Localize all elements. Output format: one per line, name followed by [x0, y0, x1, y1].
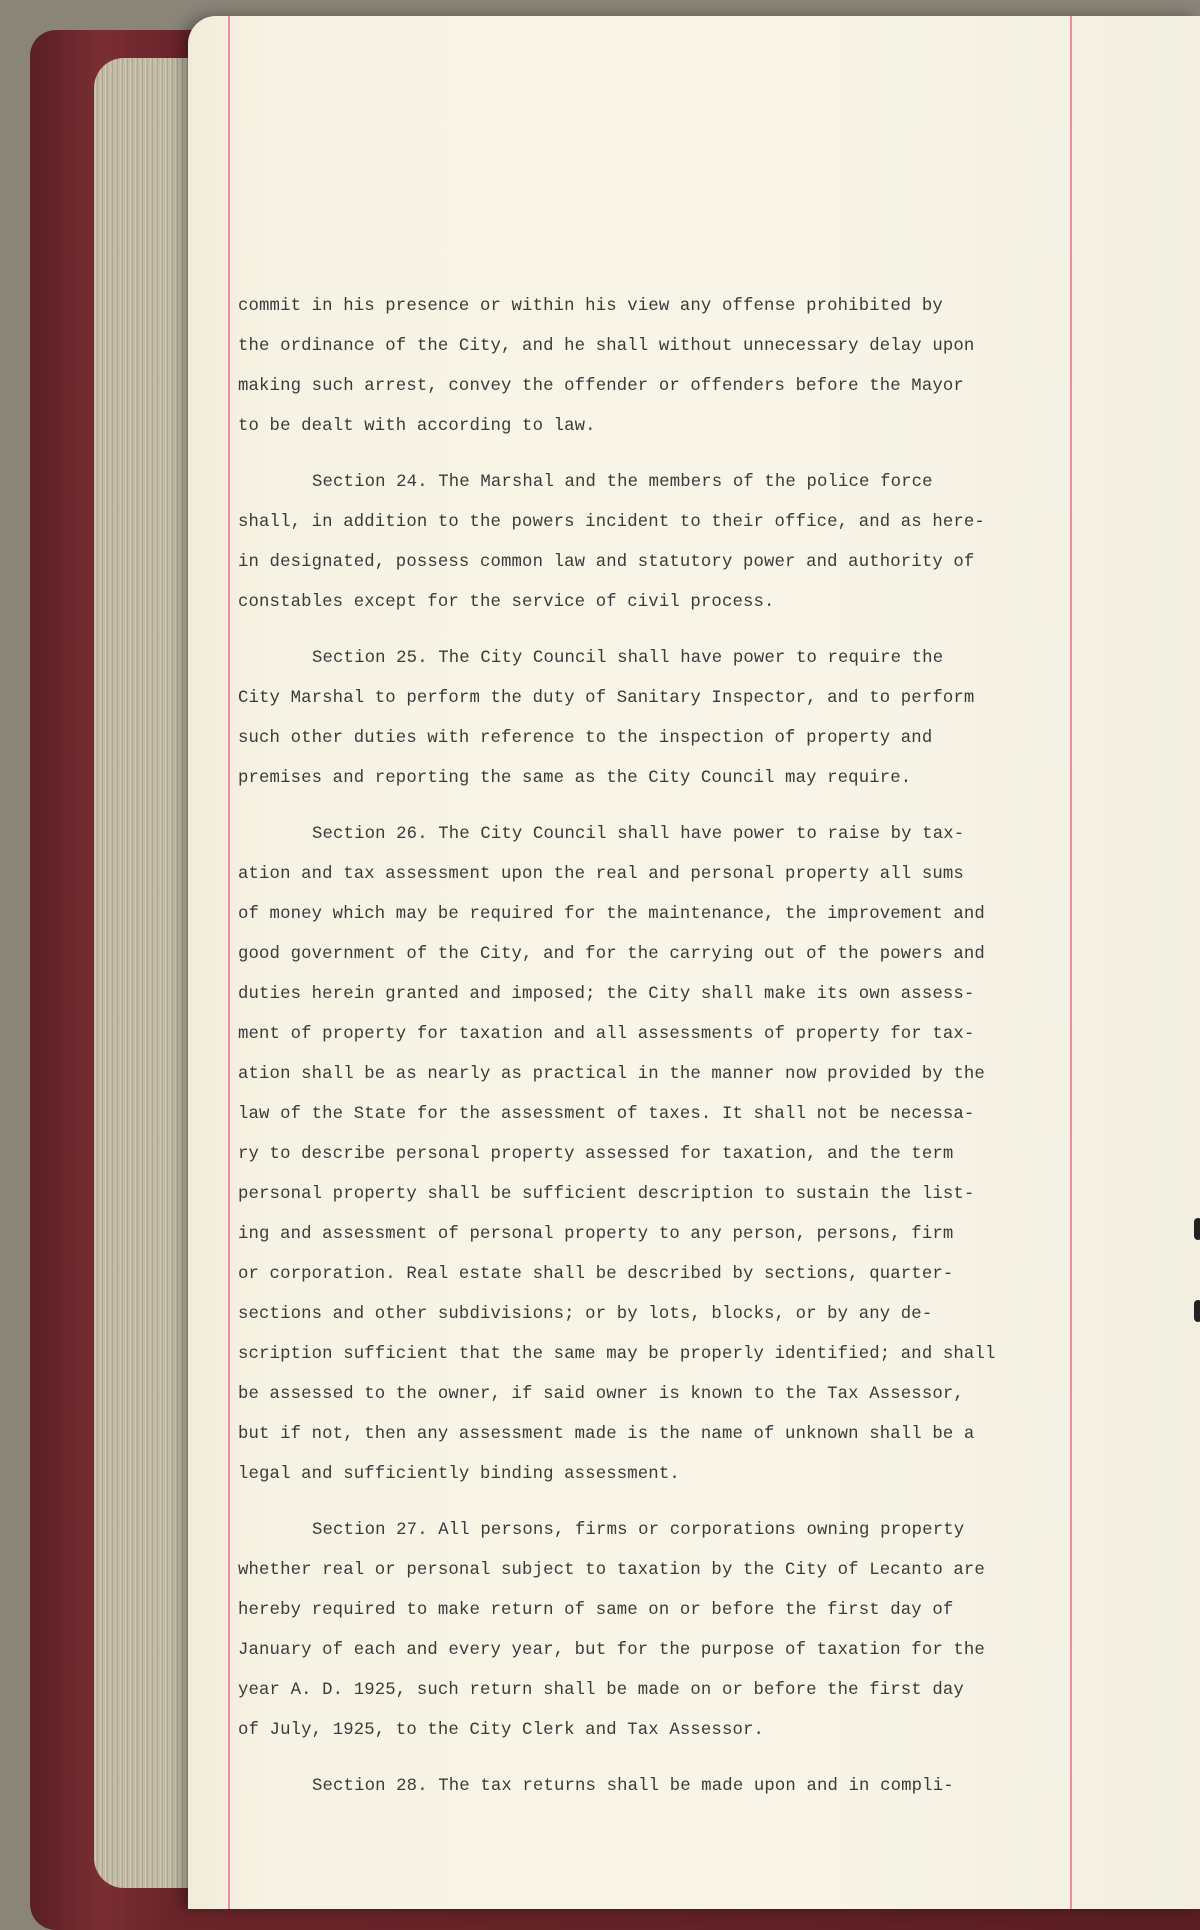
- paragraph: [238, 639, 1063, 799]
- text-line: [238, 583, 1063, 623]
- paragraph: [238, 1767, 1063, 1807]
- text-line: [238, 1335, 1063, 1375]
- line-text: commit in his presence or within his view any offense prohibited by: [238, 297, 943, 316]
- line-text: of July, 1925, to the City Clerk and Tax Assessor.: [238, 1721, 765, 1740]
- text-line: [238, 503, 1063, 543]
- right-margin-rule: [1070, 16, 1072, 1909]
- text-line: [238, 543, 1063, 583]
- line-text: constables except for the service of civil process.: [238, 593, 775, 612]
- text-line: [238, 287, 1063, 327]
- document-body: [238, 287, 1063, 1823]
- text-line: [238, 407, 1063, 447]
- text-line: [238, 855, 1063, 895]
- text-line: [238, 1591, 1063, 1631]
- paragraph: [238, 287, 1063, 447]
- text-line: [238, 1055, 1063, 1095]
- text-line: [238, 1455, 1063, 1495]
- line-text: whether real or personal subject to taxation by the City of Lecanto are: [238, 1561, 985, 1580]
- line-text: Section 27. All persons, firms or corporations owning property: [312, 1521, 965, 1540]
- text-line: [238, 815, 1063, 855]
- paragraph: [238, 1511, 1063, 1751]
- line-text: ment of property for taxation and all assessments of property for tax-: [238, 1025, 975, 1044]
- text-line: [238, 1175, 1063, 1215]
- text-line: [238, 639, 1063, 679]
- line-text: such other duties with reference to the inspection of property and: [238, 729, 933, 748]
- binding-clasp: [1194, 1218, 1200, 1240]
- line-text: Section 24. The Marshal and the members of the police force: [312, 473, 933, 492]
- text-line: [238, 1215, 1063, 1255]
- text-line: [238, 1631, 1063, 1671]
- line-text: to be dealt with according to law.: [238, 417, 596, 436]
- text-line: [238, 1255, 1063, 1295]
- text-line: [238, 1671, 1063, 1711]
- text-line: [238, 1375, 1063, 1415]
- line-text: or corporation. Real estate shall be described by sections, quarter-: [238, 1265, 954, 1284]
- text-line: [238, 463, 1063, 503]
- text-line: [238, 759, 1063, 799]
- text-line: [238, 1415, 1063, 1455]
- line-text: ation shall be as nearly as practical in the manner now provided by the: [238, 1065, 985, 1084]
- line-text: but if not, then any assessment made is the name of unknown shall be a: [238, 1425, 975, 1444]
- left-margin-rule: [228, 16, 230, 1909]
- binding-clasp: [1194, 1300, 1200, 1322]
- line-text: Section 26. The City Council shall have power to raise by tax-: [312, 825, 965, 844]
- text-line: [238, 1551, 1063, 1591]
- text-line: [238, 1295, 1063, 1335]
- text-line: [238, 327, 1063, 367]
- line-text: duties herein granted and imposed; the City shall make its own assess-: [238, 985, 975, 1004]
- paragraph: [238, 815, 1063, 1495]
- line-text: Section 25. The City Council shall have power to require the: [312, 649, 944, 668]
- text-line: [238, 719, 1063, 759]
- line-text: hereby required to make return of same on or before the first day of: [238, 1601, 954, 1620]
- line-text: ation and tax assessment upon the real and personal property all sums: [238, 865, 964, 884]
- line-text: legal and sufficiently binding assessment.: [238, 1465, 680, 1484]
- line-text: year A. D. 1925, such return shall be made on or before the first day: [238, 1681, 964, 1700]
- text-line: [238, 1711, 1063, 1751]
- paragraph: [238, 463, 1063, 623]
- line-text: January of each and every year, but for the purpose of taxation for the: [238, 1641, 985, 1660]
- text-line: [238, 1767, 1063, 1807]
- text-line: [238, 1135, 1063, 1175]
- line-text: the ordinance of the City, and he shall without unnecessary delay upon: [238, 337, 975, 356]
- text-line: [238, 1511, 1063, 1551]
- line-text: scription sufficient that the same may be properly identified; and shall: [238, 1345, 996, 1364]
- line-text: City Marshal to perform the duty of Sanitary Inspector, and to perform: [238, 689, 975, 708]
- text-line: [238, 935, 1063, 975]
- line-text: ing and assessment of personal property to any person, persons, firm: [238, 1225, 954, 1244]
- line-text: shall, in addition to the powers incident to their office, and as here-: [238, 513, 985, 532]
- text-line: [238, 975, 1063, 1015]
- line-text: good government of the City, and for the carrying out of the powers and: [238, 945, 985, 964]
- line-text: premises and reporting the same as the City Council may require.: [238, 769, 912, 788]
- text-line: [238, 895, 1063, 935]
- text-line: [238, 1095, 1063, 1135]
- line-text: making such arrest, convey the offender or offenders before the Mayor: [238, 377, 964, 396]
- text-line: [238, 367, 1063, 407]
- line-text: of money which may be required for the maintenance, the improvement and: [238, 905, 985, 924]
- text-line: [238, 1015, 1063, 1055]
- line-text: in designated, possess common law and statutory power and authority of: [238, 553, 975, 572]
- line-text: be assessed to the owner, if said owner is known to the Tax Assessor,: [238, 1385, 964, 1404]
- line-text: law of the State for the assessment of taxes. It shall not be necessa-: [238, 1105, 975, 1124]
- line-text: ry to describe personal property assessed for taxation, and the term: [238, 1145, 954, 1164]
- line-text: sections and other subdivisions; or by lots, blocks, or by any de-: [238, 1305, 933, 1324]
- text-line: [238, 679, 1063, 719]
- line-text: Section 28. The tax returns shall be made upon and in compli-: [312, 1777, 954, 1796]
- line-text: personal property shall be sufficient description to sustain the list-: [238, 1185, 975, 1204]
